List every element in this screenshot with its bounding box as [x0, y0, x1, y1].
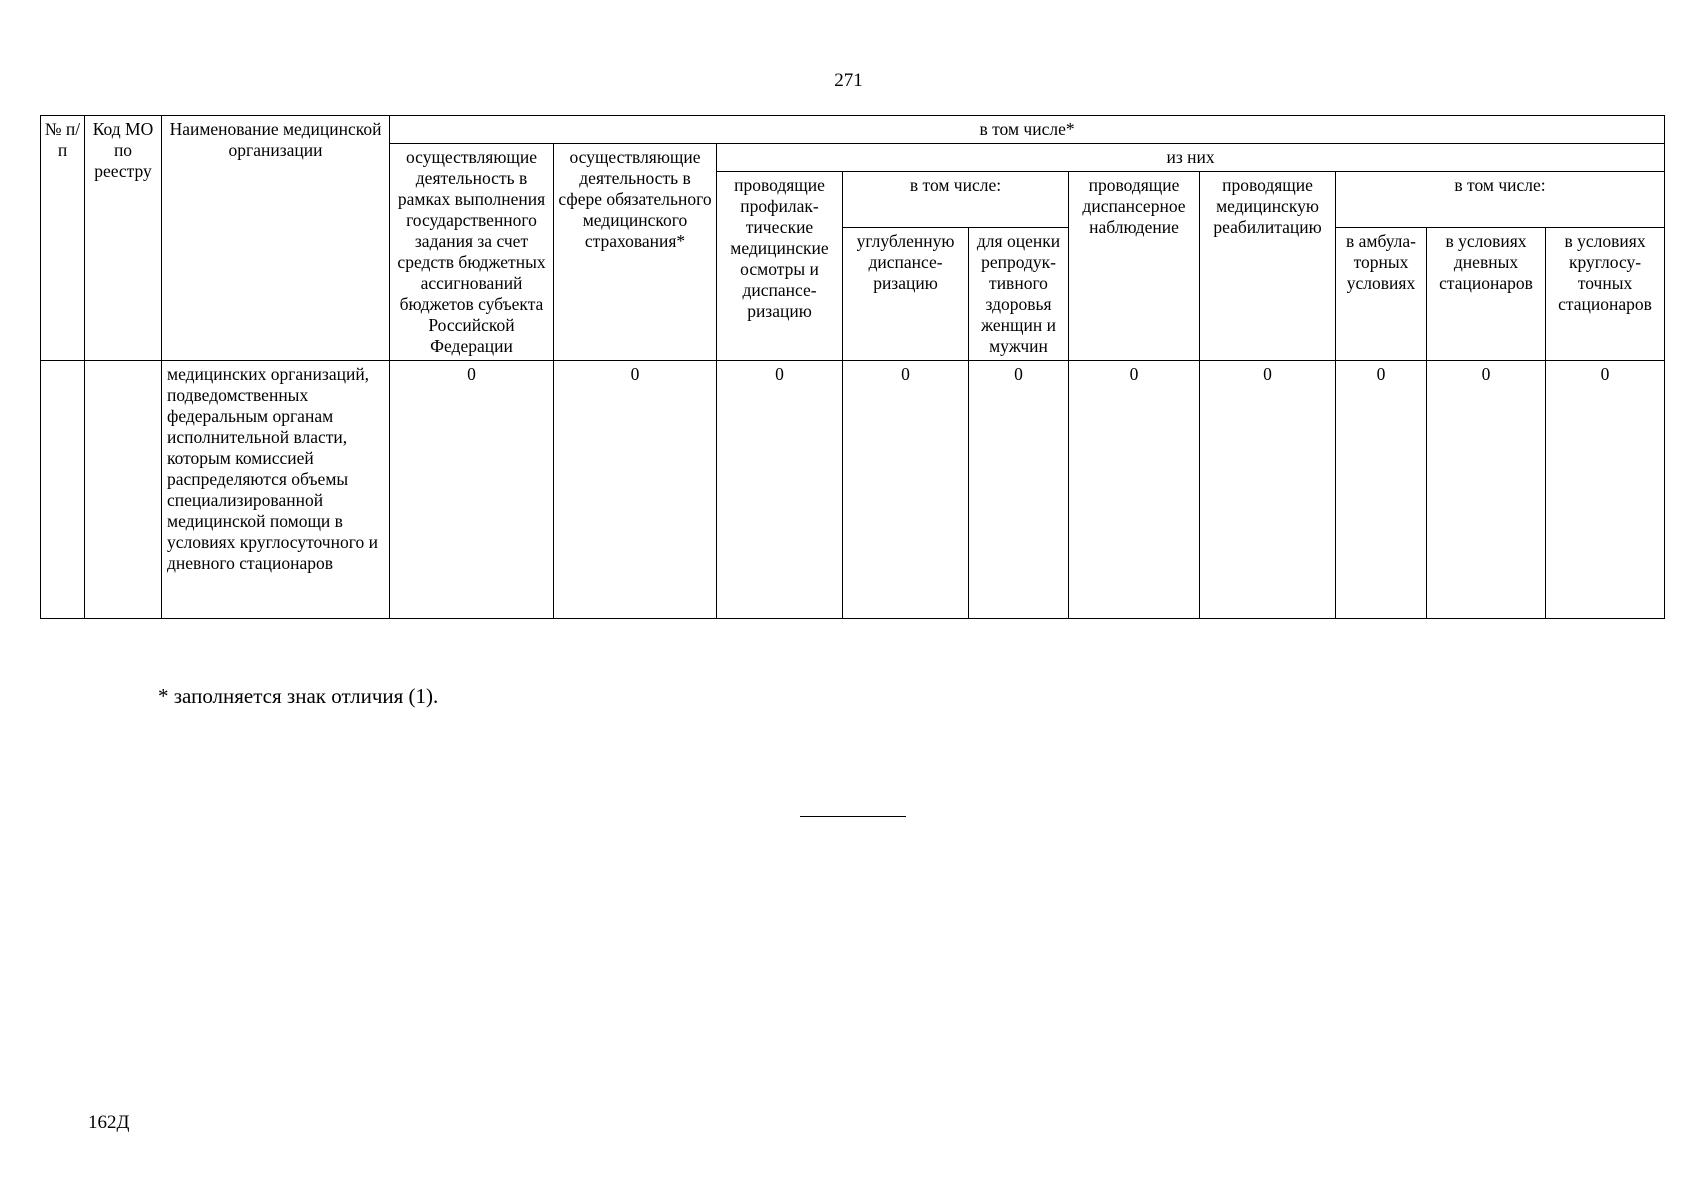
header-including-1: в том числе:	[843, 172, 1069, 228]
row-num	[41, 361, 85, 619]
row-value-state-task: 0	[390, 361, 554, 619]
header-round-clock: в условиях круглосу-точных стационаров	[1546, 228, 1665, 361]
header-oms: осуществляющие деятельность в сфере обязательного медицинского страхования*	[554, 144, 717, 361]
page-number: 271	[834, 70, 863, 91]
header-prof-exams-title: проводящие	[734, 175, 825, 195]
header-deep-disp: углубленную диспансе-ризацию	[843, 228, 969, 361]
row-value-oms: 0	[554, 361, 717, 619]
medical-organizations-table	[40, 115, 1665, 619]
header-day-hospital: в условиях дневных стационаров	[1427, 228, 1546, 361]
header-name: Наименование медицинской организации	[162, 116, 390, 361]
header-rehabilitation: проводящие медицинскую реабилитацию	[1200, 172, 1336, 361]
row-value-round-clock: 0	[1546, 361, 1665, 619]
separator-line	[800, 816, 906, 817]
header-reproductive: для оценки репродук-тивного здоровья женщин и мужчин	[969, 228, 1069, 361]
document-code: 162Д	[88, 1112, 130, 1133]
header-of-them: из них	[717, 144, 1665, 172]
header-including: в том числе*	[390, 116, 1665, 144]
header-including-2: в том числе:	[1336, 172, 1665, 228]
header-prof-exams-desc: профилак-тические медицинские осмотры и диспансе-ризацию	[730, 196, 829, 321]
row-name: медицинских организаций, подведомственных федеральным органам исполнительной власти, которым комиссией распределяются объемы специализированной медицинской помощи в условиях круглосуточного и дневного стационаров	[162, 361, 390, 619]
table-row	[41, 361, 1665, 619]
header-code: Код МО по реестру	[85, 116, 162, 361]
header-disp-observation: проводящие диспансерное наблюдение	[1069, 172, 1200, 361]
header-state-task: осуществляющие деятельность в рамках выполнения государственного задания за счет средств бюджетных ассигнований бюджетов субъекта Российской Федерации	[390, 144, 554, 361]
row-value-deep-disp: 0	[843, 361, 969, 619]
footnote: * заполняется знак отличия (1).	[158, 684, 439, 708]
row-code	[85, 361, 162, 619]
header-row-1	[41, 116, 1665, 144]
row-value-disp-observation: 0	[1069, 361, 1200, 619]
row-value-ambulatory: 0	[1336, 361, 1427, 619]
row-value-prof-exams: 0	[717, 361, 843, 619]
row-value-day-hospital: 0	[1427, 361, 1546, 619]
header-num: № п/п	[41, 116, 85, 361]
row-value-rehabilitation: 0	[1200, 361, 1336, 619]
header-ambulatory: в амбула-торных условиях	[1336, 228, 1427, 361]
row-value-reproductive: 0	[969, 361, 1069, 619]
header-prof-exams	[717, 172, 843, 361]
